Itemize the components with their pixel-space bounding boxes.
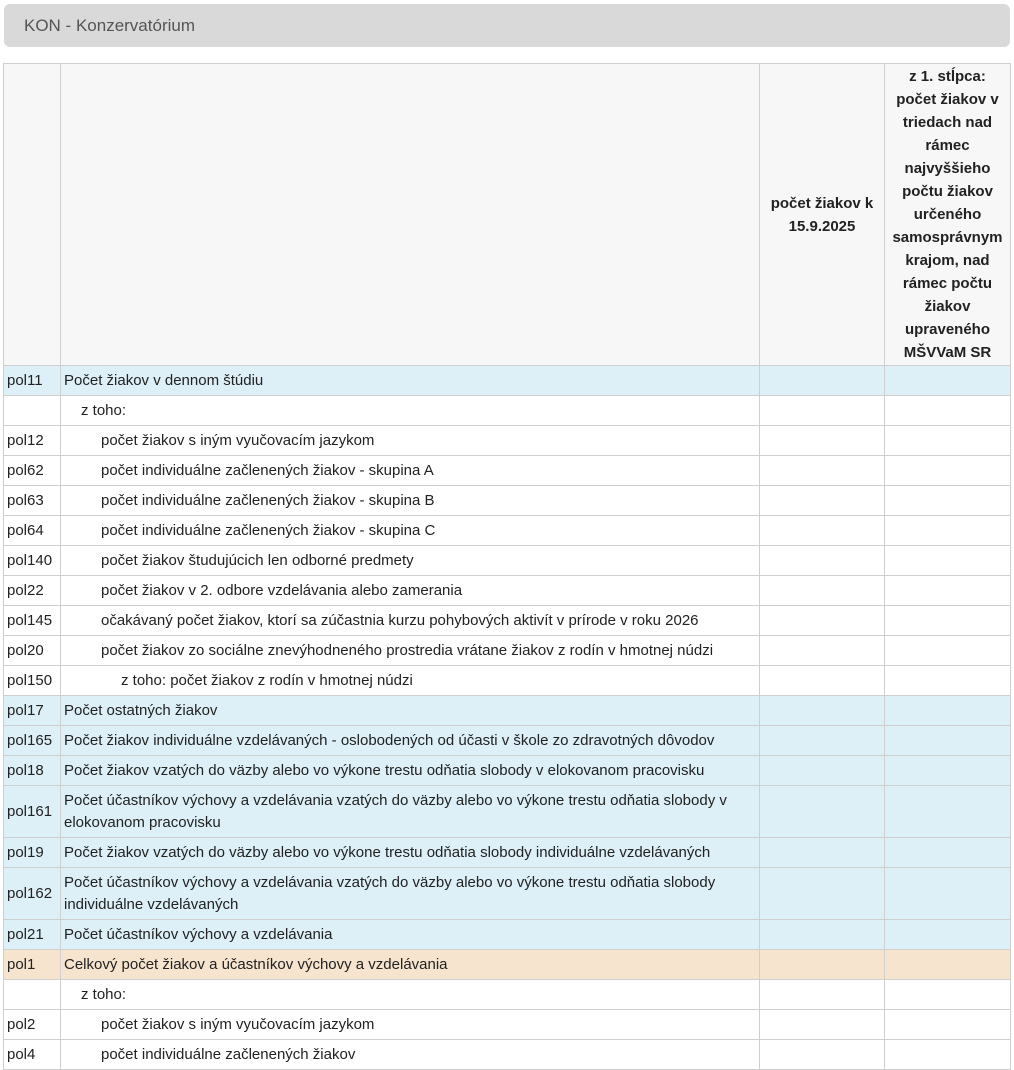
value-cell-col2[interactable]: [885, 980, 1011, 1010]
row-code: [4, 980, 61, 1010]
row-code: pol19: [4, 838, 61, 868]
table-body: [4, 366, 1011, 1070]
value-cell-col2[interactable]: [885, 666, 1011, 696]
row-label: Počet žiakov vzatých do väzby alebo vo výkone trestu odňatia slobody individuálne vzdelávaných: [61, 838, 760, 868]
table-row: [4, 366, 1011, 396]
value-cell-col1[interactable]: [760, 516, 885, 546]
row-label: Celkový počet žiakov a účastníkov výchovy a vzdelávania: [61, 950, 760, 980]
value-cell-col1[interactable]: [760, 920, 885, 950]
row-code: pol64: [4, 516, 61, 546]
table-row: [4, 950, 1011, 980]
row-code: pol165: [4, 726, 61, 756]
table-row: [4, 576, 1011, 606]
table-row: [4, 1040, 1011, 1070]
section-header[interactable]: [4, 4, 1010, 47]
row-label: z toho:: [61, 980, 760, 1010]
value-cell-col2[interactable]: [885, 636, 1011, 666]
value-cell-col1[interactable]: [760, 726, 885, 756]
value-cell-col2[interactable]: [885, 838, 1011, 868]
row-code: pol18: [4, 756, 61, 786]
value-cell-col2[interactable]: [885, 366, 1011, 396]
header-label-cell: [61, 64, 760, 366]
value-cell-col1[interactable]: [760, 838, 885, 868]
row-label: z toho:: [61, 396, 760, 426]
row-label: počet individuálne začlenených žiakov: [61, 1040, 760, 1070]
row-code: pol140: [4, 546, 61, 576]
row-label: počet individuálne začlenených žiakov - skupina A: [61, 456, 760, 486]
value-cell-col1[interactable]: [760, 1010, 885, 1040]
value-cell-col1[interactable]: [760, 426, 885, 456]
row-label: počet žiakov s iným vyučovacím jazykom: [61, 1010, 760, 1040]
value-cell-col1[interactable]: [760, 980, 885, 1010]
table-row: [4, 546, 1011, 576]
row-label: Počet účastníkov výchovy a vzdelávania vzatých do väzby alebo vo výkone trestu odňatia slobody individuálne vzdelávaných: [61, 868, 760, 920]
value-cell-col2[interactable]: [885, 696, 1011, 726]
value-cell-col1[interactable]: [760, 456, 885, 486]
value-cell-col1[interactable]: [760, 636, 885, 666]
data-table: [3, 63, 1011, 1070]
value-cell-col2[interactable]: [885, 456, 1011, 486]
value-cell-col1[interactable]: [760, 950, 885, 980]
table-row: [4, 1010, 1011, 1040]
value-cell-col2[interactable]: [885, 486, 1011, 516]
table-row: [4, 666, 1011, 696]
row-label: počet žiakov študujúcich len odborné predmety: [61, 546, 760, 576]
value-cell-col1[interactable]: [760, 486, 885, 516]
value-cell-col2[interactable]: [885, 756, 1011, 786]
row-code: pol17: [4, 696, 61, 726]
table-header-row: [4, 64, 1011, 366]
header-code-cell: [4, 64, 61, 366]
row-label: Počet žiakov vzatých do väzby alebo vo výkone trestu odňatia slobody v elokovanom pracovisku: [61, 756, 760, 786]
row-code: [4, 396, 61, 426]
value-cell-col2[interactable]: [885, 516, 1011, 546]
row-code: pol20: [4, 636, 61, 666]
row-code: pol12: [4, 426, 61, 456]
value-cell-col1[interactable]: [760, 546, 885, 576]
table-row: [4, 486, 1011, 516]
value-cell-col1[interactable]: [760, 868, 885, 920]
row-label: z toho: počet žiakov z rodín v hmotnej núdzi: [61, 666, 760, 696]
value-cell-col1[interactable]: [760, 696, 885, 726]
row-label: počet individuálne začlenených žiakov - skupina C: [61, 516, 760, 546]
table-row: [4, 426, 1011, 456]
row-label: počet žiakov s iným vyučovacím jazykom: [61, 426, 760, 456]
row-label: Počet žiakov individuálne vzdelávaných - oslobodených od účasti v škole zo zdravotných dôvodov: [61, 726, 760, 756]
row-code: pol1: [4, 950, 61, 980]
row-label: Počet žiakov v dennom štúdiu: [61, 366, 760, 396]
row-code: pol4: [4, 1040, 61, 1070]
row-label: počet žiakov zo sociálne znevýhodneného prostredia vrátane žiakov z rodín v hmotnej núdzi: [61, 636, 760, 666]
value-cell-col2[interactable]: [885, 426, 1011, 456]
table-row: [4, 636, 1011, 666]
row-code: pol63: [4, 486, 61, 516]
value-cell-col2[interactable]: [885, 950, 1011, 980]
row-code: pol2: [4, 1010, 61, 1040]
value-cell-col2[interactable]: [885, 396, 1011, 426]
row-code: pol22: [4, 576, 61, 606]
value-cell-col1[interactable]: [760, 606, 885, 636]
table-row: [4, 516, 1011, 546]
row-label: počet individuálne začlenených žiakov - skupina B: [61, 486, 760, 516]
value-cell-col2[interactable]: [885, 1040, 1011, 1070]
value-cell-col2[interactable]: [885, 868, 1011, 920]
value-cell-col1[interactable]: [760, 786, 885, 838]
row-code: pol11: [4, 366, 61, 396]
value-cell-col2[interactable]: [885, 1010, 1011, 1040]
row-code: pol145: [4, 606, 61, 636]
table-row: [4, 838, 1011, 868]
row-label: Počet ostatných žiakov: [61, 696, 760, 726]
value-cell-col2[interactable]: [885, 726, 1011, 756]
table-row: [4, 456, 1011, 486]
row-code: pol161: [4, 786, 61, 838]
table-row: [4, 920, 1011, 950]
row-code: pol162: [4, 868, 61, 920]
row-code: pol150: [4, 666, 61, 696]
table-row: [4, 786, 1011, 838]
row-label: Počet účastníkov výchovy a vzdelávania vzatých do väzby alebo vo výkone trestu odňatia slobody v elokovanom pracovisku: [61, 786, 760, 838]
value-cell-col1[interactable]: [760, 756, 885, 786]
value-cell-col2[interactable]: [885, 606, 1011, 636]
value-cell-col1[interactable]: [760, 1040, 885, 1070]
header-col2: z 1. stĺpca: počet žiakov v triedach nad rámec najvyššieho počtu žiakov určeného samosprávnym krajom, nad rámec počtu žiakov upraveného MŠVVaM SR: [885, 64, 1011, 366]
value-cell-col2[interactable]: [885, 786, 1011, 838]
table-row: [4, 396, 1011, 426]
table-row: [4, 696, 1011, 726]
value-cell-col1[interactable]: [760, 396, 885, 426]
table-row: [4, 980, 1011, 1010]
row-label: Počet účastníkov výchovy a vzdelávania: [61, 920, 760, 950]
row-label: očakávaný počet žiakov, ktorí sa zúčastnia kurzu pohybových aktivít v prírode v roku 2026: [61, 606, 760, 636]
value-cell-col2[interactable]: [885, 920, 1011, 950]
value-cell-col1[interactable]: [760, 366, 885, 396]
value-cell-col1[interactable]: [760, 666, 885, 696]
value-cell-col1[interactable]: [760, 576, 885, 606]
row-label: počet žiakov v 2. odbore vzdelávania alebo zamerania: [61, 576, 760, 606]
row-code: pol62: [4, 456, 61, 486]
value-cell-col2[interactable]: [885, 576, 1011, 606]
row-code: pol21: [4, 920, 61, 950]
section-title: KON - Konzervatórium: [24, 16, 195, 35]
header-col1: počet žiakov k 15.9.2025: [760, 64, 885, 366]
table-row: [4, 726, 1011, 756]
table-row: [4, 606, 1011, 636]
value-cell-col2[interactable]: [885, 546, 1011, 576]
table-row: [4, 868, 1011, 920]
table-row: [4, 756, 1011, 786]
